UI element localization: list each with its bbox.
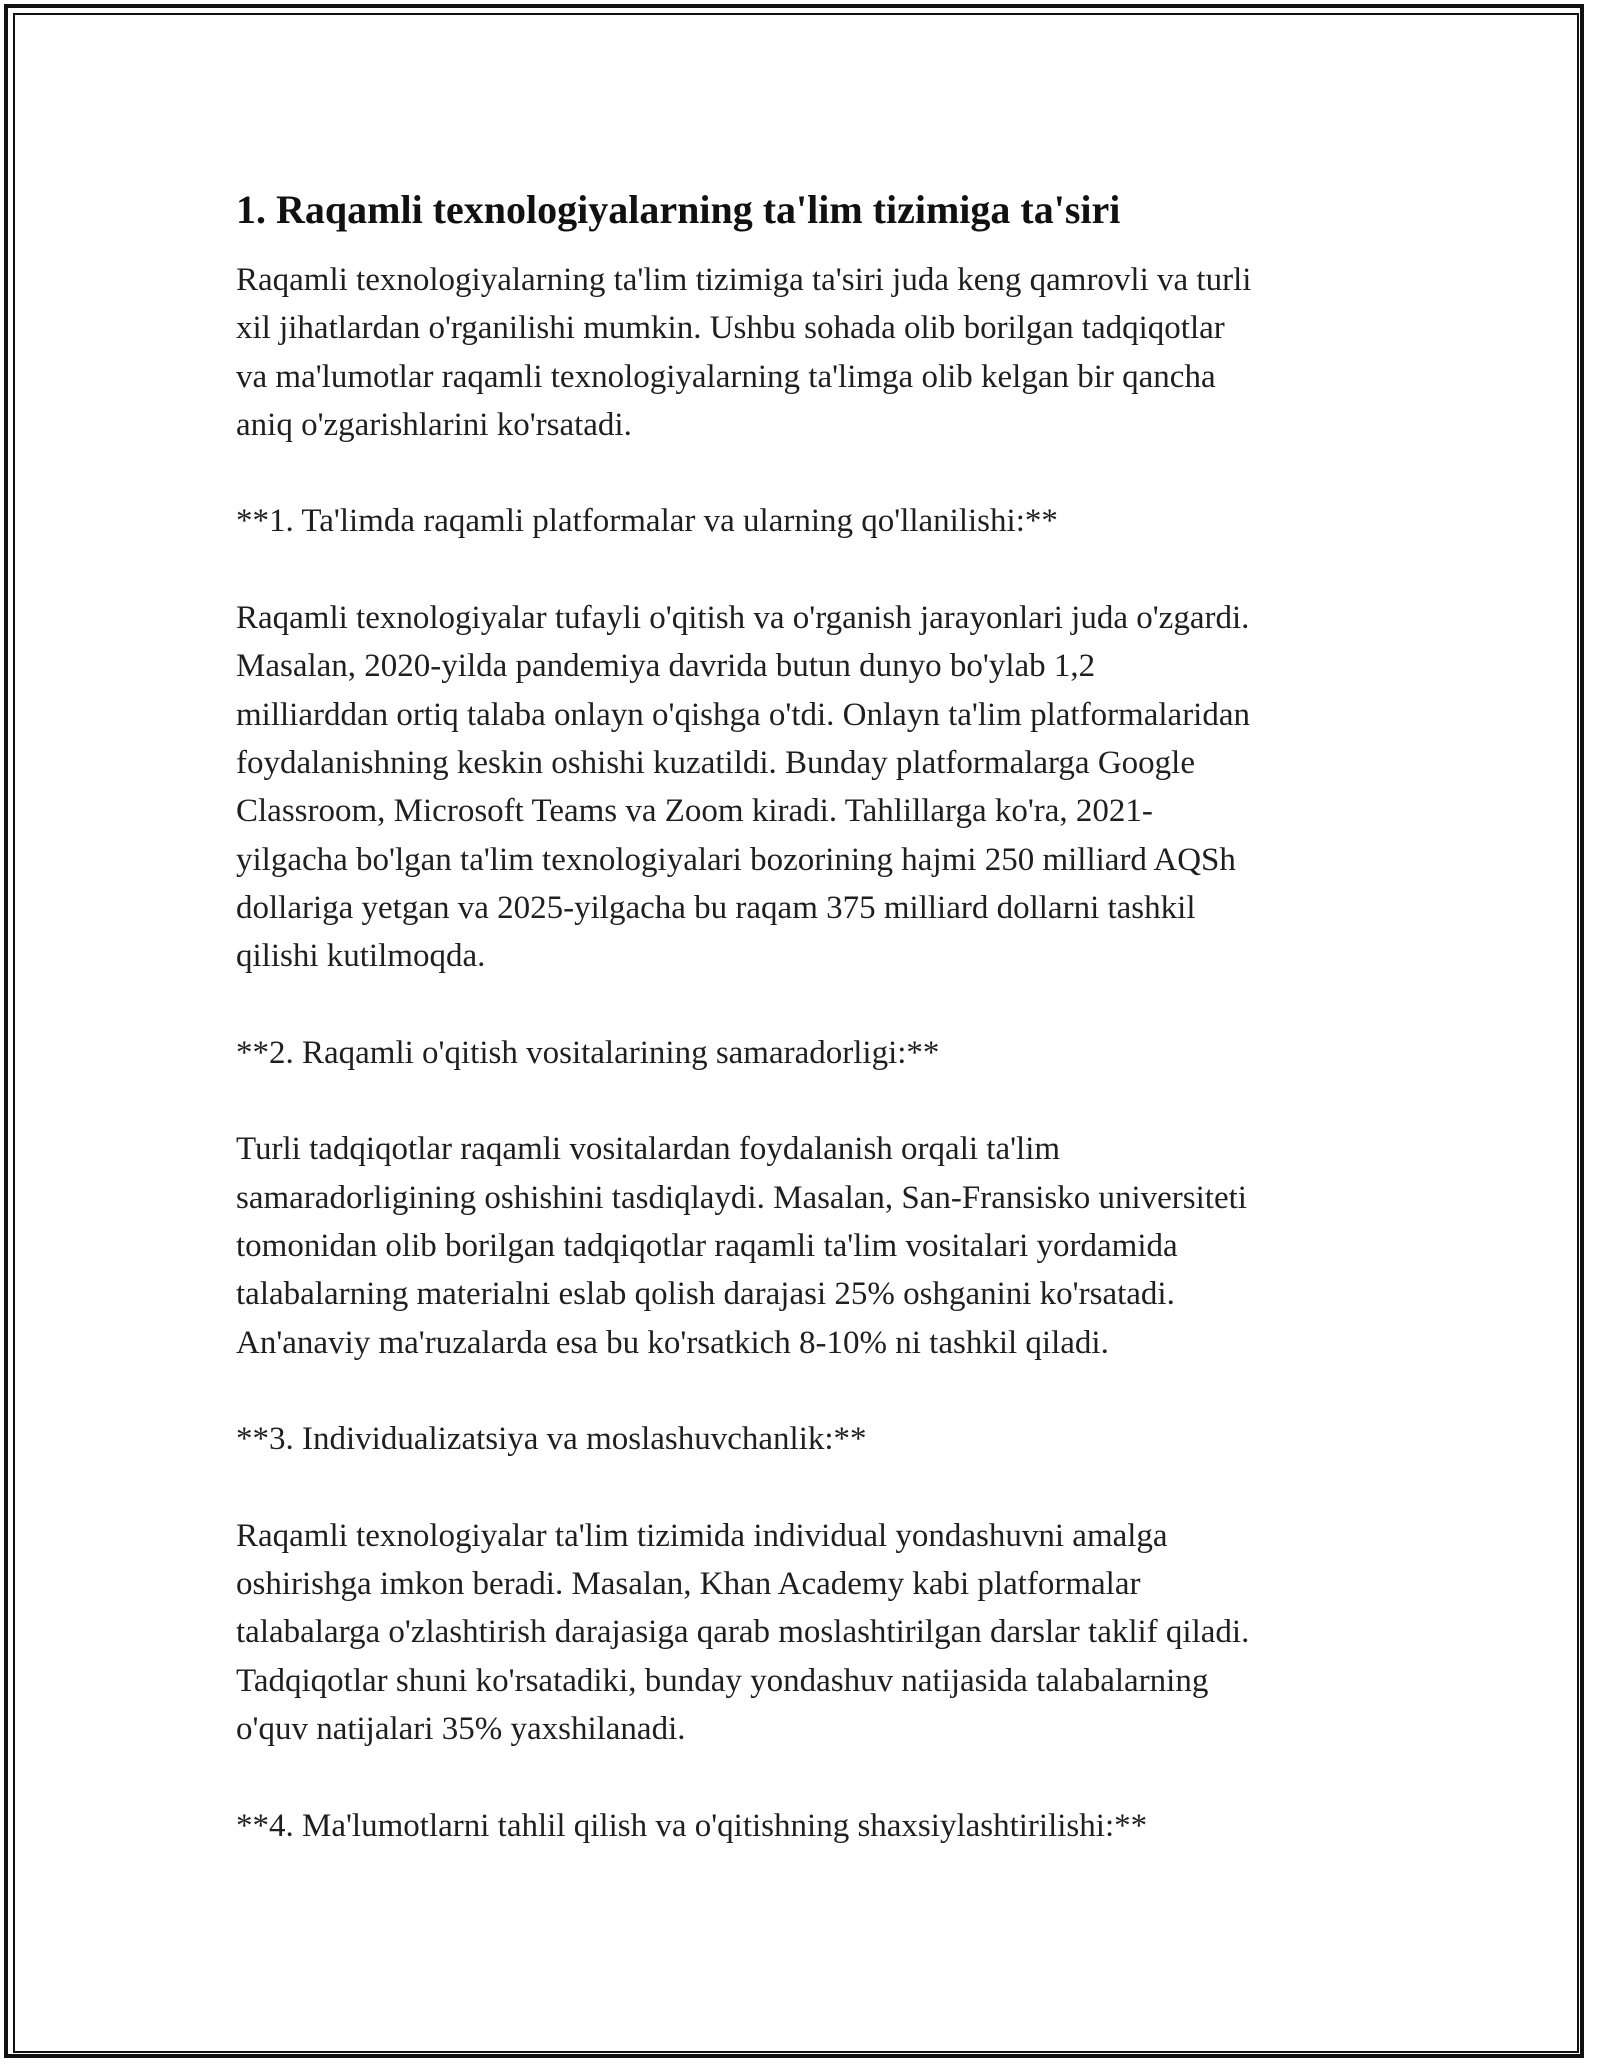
- section-heading-2: **2. Raqamli o'qitish vositalarining samaradorligi:**: [236, 1034, 940, 1071]
- document-body: [236, 186, 1376, 1850]
- section-heading-3: **3. Individualizatsiya va moslashuvchanlik:**: [236, 1421, 867, 1458]
- section-heading-4: **4. Ma'lumotlarni tahlil qilish va o'qitishning shaxsiylashtirilishi:**: [236, 1807, 1148, 1844]
- section-paragraph-3: Raqamli texnologiyalar ta'lim tizimida individual yondashuvni amalga oshirishga imkon beradi. Masalan, Khan Academy kabi platformalar talabalarga o'zlashtirish darajasiga qarab moslashtirilgan darslar taklif qiladi. Tadqiqotlar shuni ko'rsatadiki, bunday yondashuv natijasida talabalarning o'quv natijalari 35% yaxshilanadi.: [236, 1517, 1250, 1747]
- section-paragraph-2: Turli tadqiqotlar raqamli vositalardan foydalanish orqali ta'lim samaradorligining oshishini tasdiqlaydi. Masalan, San-Fransisko universiteti tomonidan olib borilgan tadqiqotlar raqamli ta'lim vositalari yordamida talabalarning materialni eslab qolish darajasi 25% oshganini ko'rsatadi. An'anaviy ma'ruzalarda esa bu ko'rsatkich 8-10% ni tashkil qiladi.: [236, 1131, 1247, 1361]
- section-heading-1: **1. Ta'limda raqamli platformalar va ularning qo'llanilishi:**: [236, 503, 1058, 540]
- document-title: 1. Raqamli texnologiyalarning ta'lim tizimiga ta'siri: [236, 187, 1121, 232]
- section-paragraph-1: Raqamli texnologiyalar tufayli o'qitish va o'rganish jarayonlari juda o'zgardi. Masalan, 2020-yilda pandemiya davrida butun dunyo bo'ylab 1,2 milliarddan ortiq talaba onlayn o'qishga o'tdi. Onlayn ta'lim platformalaridan foydalanishning keskin oshishi kuzatildi. Bunday platformalarga Google Classroom, Microsoft Teams va Zoom kiradi. Tahlillarga ko'ra, 2021- yilgacha bo'lgan ta'lim texnologiyalari bozorining hajmi 250 milliard AQSh dollariga yetgan va 2025-yilgacha bu raqam 375 milliard dollarni tashkil qilishi kutilmoqda.: [236, 600, 1250, 975]
- intro-paragraph: Raqamli texnologiyalarning ta'lim tizimiga ta'siri juda keng qamrovli va turli xil jihatlardan o'rganilishi mumkin. Ushbu sohada olib borilgan tadqiqotlar va ma'lumotlar raqamli texnologiyalarning ta'limga olib kelgan bir qancha aniq o'zgarishlarini ko'rsatadi.: [236, 262, 1252, 443]
